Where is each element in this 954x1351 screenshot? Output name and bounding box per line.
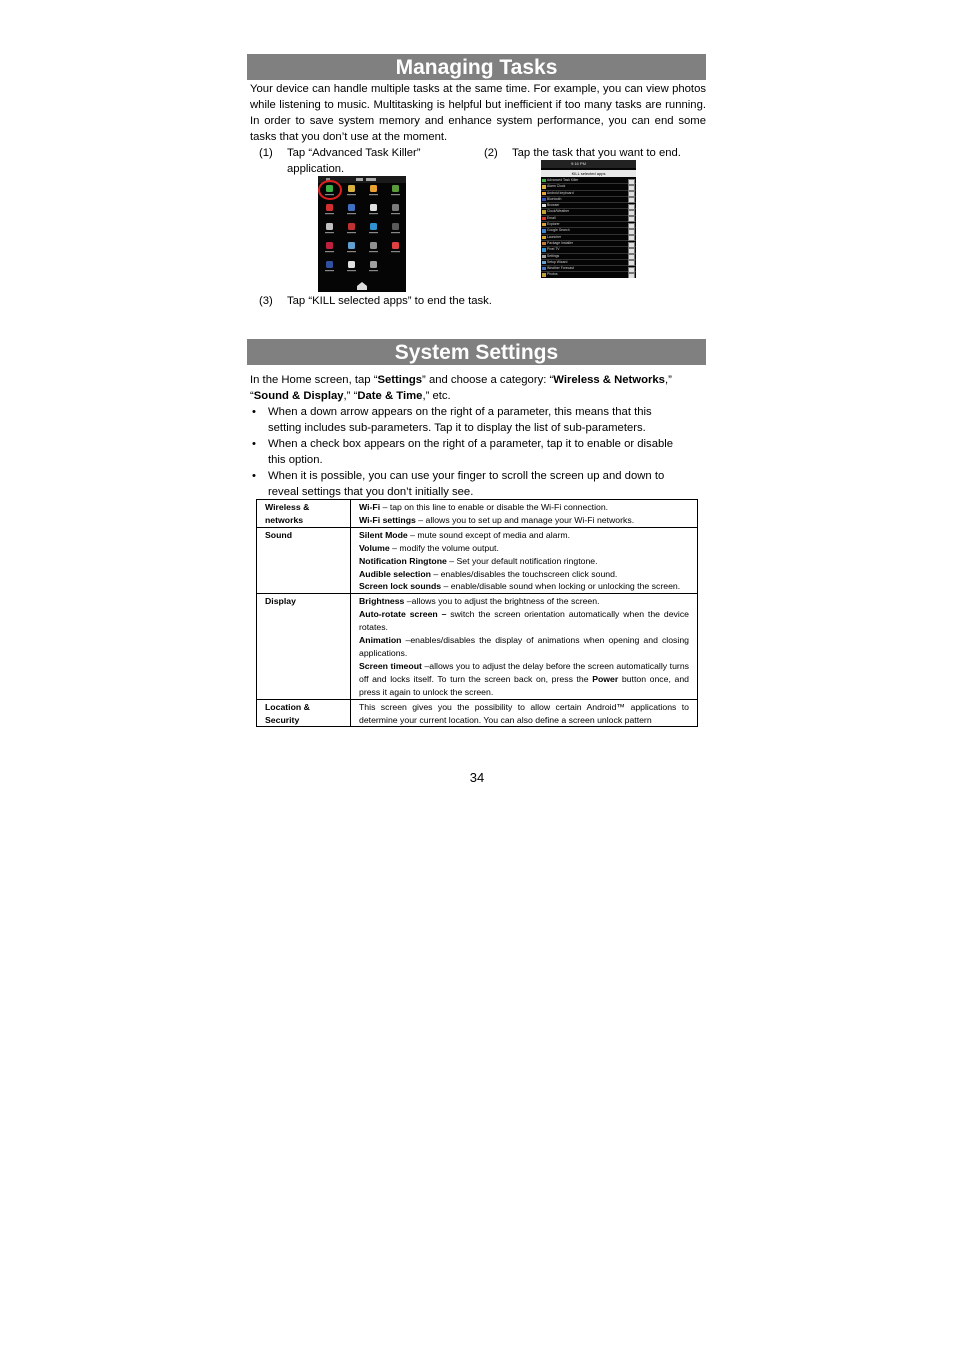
- category-display: Display: [257, 594, 351, 699]
- task-app-icon: [542, 192, 546, 195]
- app-icon[interactable]: [370, 185, 377, 192]
- intro-text-4: “: [250, 390, 254, 402]
- task-app-icon: [542, 242, 546, 245]
- task-app-icon: [542, 273, 546, 276]
- app-icon[interactable]: [348, 185, 355, 192]
- intro-text-3: ,”: [664, 374, 672, 386]
- app-icon[interactable]: [348, 261, 355, 268]
- bullet-1-line2: setting includes sub-parameters. Tap it to display the list of sub-parameters.: [268, 422, 646, 434]
- app-label-mark: [391, 251, 400, 252]
- app-icon[interactable]: [348, 204, 355, 211]
- settings-table: [256, 499, 698, 727]
- app-icon[interactable]: [326, 242, 333, 249]
- category-location: Location & Security: [257, 699, 351, 727]
- step-2-number: (2): [484, 147, 498, 159]
- screenshot-task-list: [541, 160, 636, 278]
- task-app-icon: [542, 229, 546, 232]
- status-time: 9:16 PM: [571, 161, 586, 166]
- task-app-name: Package Installer: [547, 240, 574, 245]
- managing-intro: Your device can handle multiple tasks at the same time. For example, you can view photos while listening to music. Multitasking is helpful but inefficient if too many tasks are running. In order to save system memory and enhance system performance, you can end some tasks that you don’t use at the moment.: [250, 83, 706, 143]
- app-icon[interactable]: [326, 185, 333, 192]
- table-row-location: [257, 699, 698, 727]
- task-app-icon: [542, 248, 546, 251]
- step-3: [259, 293, 659, 311]
- app-label-mark: [391, 213, 400, 214]
- task-checkbox[interactable]: [628, 273, 635, 278]
- task-app-name: Browser: [547, 203, 560, 208]
- bullet-1-line1: When a down arrow appears on the right of a parameter, this means that this: [268, 406, 652, 418]
- bullet-text: [268, 436, 706, 468]
- intro-wireless: Wireless & Networks: [553, 374, 665, 386]
- task-list-status-bar: [541, 160, 636, 168]
- app-label-mark: [325, 213, 334, 214]
- task-app-icon: [542, 236, 546, 239]
- app-label-mark: [369, 213, 378, 214]
- app-label-mark: [369, 270, 378, 271]
- task-app-name: Alarm Clock: [547, 184, 566, 189]
- task-app-name: Photos: [547, 272, 558, 277]
- task-app-name: Settings: [547, 253, 560, 258]
- item-auto-rotate: Auto-rotate screen – switch the screen orientation automatically when the device rotates.: [359, 609, 689, 633]
- managing-tasks-title: Managing Tasks: [247, 54, 706, 80]
- bullet-dot: •: [252, 470, 256, 482]
- task-app-name: Explorer: [547, 222, 560, 227]
- bullet-check-box: [250, 436, 706, 468]
- step-2-text: Tap the task that you want to end.: [512, 147, 681, 159]
- task-app-icon: [542, 204, 546, 207]
- app-label-mark: [325, 251, 334, 252]
- app-icon[interactable]: [348, 223, 355, 230]
- task-app-name: Launcher: [547, 234, 562, 239]
- bullet-3-line1: When it is possible, you can use your finger to scroll the screen up and down to: [268, 470, 665, 482]
- app-icon[interactable]: [392, 242, 399, 249]
- app-icon[interactable]: [370, 204, 377, 211]
- app-label-mark: [325, 194, 334, 195]
- task-app-icon: [542, 267, 546, 270]
- category-wireless: Wireless & networks: [257, 500, 351, 528]
- task-app-name: Google Search: [547, 228, 570, 233]
- desc-location: This screen gives you the possibility to allow certain Android™ applications to determine your current location. You can also define a screen unlock pattern: [351, 699, 698, 727]
- task-app-name: Clock/Weather: [547, 209, 570, 214]
- category-sound: Sound: [257, 527, 351, 594]
- app-label-mark: [369, 251, 378, 252]
- bullet-text: [268, 468, 706, 500]
- app-label-mark: [347, 213, 356, 214]
- bullet-text: [268, 404, 706, 436]
- desc-sound: [351, 527, 698, 594]
- item-screen-timeout: Screen timeout –allows you to adjust the delay before the screen automatically turns off and locks itself. To turn the screen back on, press the Power button once, and press it again to unlock the screen.: [359, 660, 689, 697]
- system-intro-line1: [250, 372, 706, 388]
- item-audible-selection: Audible selection – enables/disables the touchscreen click sound.: [359, 568, 618, 579]
- task-app-icon: [542, 210, 546, 213]
- task-row[interactable]: [541, 272, 636, 278]
- kill-selected-apps-button[interactable]: KILL selected apps: [541, 170, 636, 177]
- task-app-icon: [542, 198, 546, 201]
- page-number: 34: [469, 770, 485, 785]
- task-app-icon: [542, 255, 546, 258]
- desc-display: [351, 594, 698, 699]
- bullet-down-arrow: [250, 404, 706, 436]
- app-icon[interactable]: [326, 204, 333, 211]
- step-1-line1: Tap “Advanced Task Killer”: [287, 147, 421, 159]
- intro-text-1: In the Home screen, tap “: [250, 374, 378, 386]
- task-app-name: Setup Wizard: [547, 259, 568, 264]
- system-intro-line2: [250, 388, 706, 404]
- task-app-name: Advanced Task Killer: [547, 178, 579, 182]
- task-app-name: Android keyboard: [547, 190, 574, 195]
- bullet-dot: •: [252, 406, 256, 418]
- app-label-mark: [325, 232, 334, 233]
- bullet-scroll: [250, 468, 706, 500]
- step-3-number: (3): [259, 295, 273, 307]
- bullet-2-line1: When a check box appears on the right of a parameter, tap it to enable or disable: [268, 438, 674, 450]
- app-icon[interactable]: [348, 242, 355, 249]
- screenshot-app-launcher: [318, 176, 406, 292]
- task-app-icon: [542, 261, 546, 264]
- system-intro: [250, 372, 706, 404]
- app-label-mark: [369, 194, 378, 195]
- task-app-name: Bluetooth: [547, 196, 562, 201]
- task-rows: [541, 178, 636, 278]
- app-icon[interactable]: [370, 242, 377, 249]
- intro-date-time: Date & Time: [357, 390, 423, 402]
- table-row-wireless: [257, 500, 698, 528]
- app-label-mark: [391, 232, 400, 233]
- app-icon[interactable]: [370, 223, 377, 230]
- step-1-line2: application.: [287, 163, 345, 175]
- item-wifi-settings: Wi-Fi settings – allows you to set up and manage your Wi-Fi networks.: [359, 514, 635, 525]
- app-label-mark: [347, 194, 356, 195]
- intro-text-6: ,” etc.: [422, 390, 451, 402]
- item-screen-lock-sounds: Screen lock sounds – enable/disable sound when locking or unlocking the screen.: [359, 581, 681, 592]
- bullet-3-line2: reveal settings that you don’t initially see.: [268, 486, 474, 498]
- task-app-name: Weather Forecast: [547, 266, 574, 271]
- app-label-mark: [347, 232, 356, 233]
- task-app-icon: [542, 217, 546, 220]
- item-silent-mode: Silent Mode – mute sound except of media and alarm.: [359, 529, 571, 540]
- intro-text-2: ” and choose a category: “: [422, 374, 554, 386]
- item-volume: Volume – modify the volume output.: [359, 542, 499, 553]
- app-label-mark: [347, 251, 356, 252]
- app-icon[interactable]: [392, 223, 399, 230]
- task-app-name: Pixel TV: [547, 247, 560, 252]
- app-icon[interactable]: [326, 223, 333, 230]
- app-label-mark: [391, 194, 400, 195]
- item-animation: Animation –enables/disables the display of animations when opening and closing applications.: [359, 635, 689, 658]
- step-1: [259, 145, 479, 179]
- intro-settings: Settings: [377, 374, 423, 386]
- app-icon[interactable]: [392, 185, 399, 192]
- desc-wireless: [351, 500, 698, 528]
- app-label-mark: [347, 270, 356, 271]
- task-app-icon: [542, 223, 546, 226]
- app-icon[interactable]: [370, 261, 377, 268]
- intro-sound-display: Sound & Display: [253, 390, 344, 402]
- bullet-2-line2: this option.: [268, 454, 323, 466]
- task-app-icon: [542, 179, 546, 182]
- step-3-text: Tap “KILL selected apps” to end the task.: [287, 295, 492, 307]
- launcher-image: [318, 176, 406, 292]
- app-icon[interactable]: [326, 261, 333, 268]
- item-brightness: Brightness –allows you to adjust the brightness of the screen.: [359, 596, 600, 607]
- table-row-display: [257, 594, 698, 699]
- item-notification-ringtone: Notification Ringtone – Set your default notification ringtone.: [359, 555, 598, 566]
- system-settings-title: System Settings: [247, 339, 706, 365]
- app-icon[interactable]: [392, 204, 399, 211]
- task-app-icon: [542, 185, 546, 188]
- app-label-mark: [325, 270, 334, 271]
- bullet-dot: •: [252, 438, 256, 450]
- app-label-mark: [369, 232, 378, 233]
- task-app-name: Email: [547, 215, 556, 220]
- intro-text-5: ,” “: [343, 390, 358, 402]
- step-1-number: (1): [259, 147, 273, 159]
- item-wifi: Wi-Fi – tap on this line to enable or disable the Wi-Fi connection.: [359, 502, 609, 512]
- table-row-sound: [257, 527, 698, 594]
